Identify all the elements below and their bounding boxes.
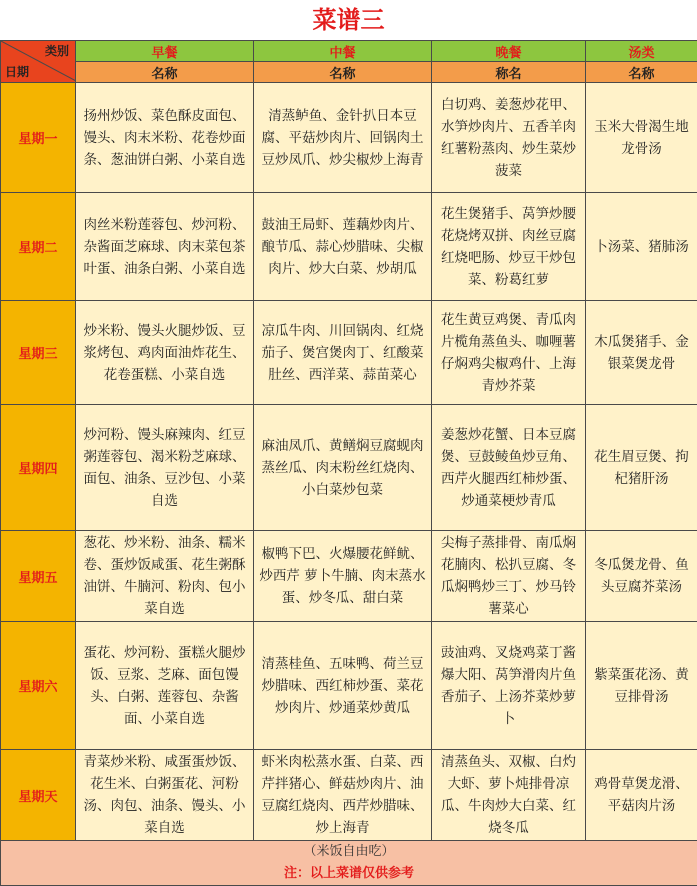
footer bbox=[1, 841, 697, 886]
dinner-cell: 清蒸鱼头、双椒、白灼大虾、萝卜炖排骨凉瓜、牛肉炒大白菜、红烧冬瓜 bbox=[432, 750, 586, 841]
breakfast-cell: 炒米粉、馒头火腿炒饭、豆浆烤包、鸡肉面油炸花生、花卷蛋糕、小菜自选 bbox=[76, 301, 254, 405]
page-title: 菜谱三 bbox=[0, 0, 697, 40]
soup-cell: 紫菜蛋花汤、黄豆排骨汤 bbox=[586, 622, 697, 750]
lunch-cell: 清蒸桂鱼、五味鸭、荷兰豆炒腊味、西红柿炒蛋、菜花炒肉片、炒通菜炒黄瓜 bbox=[254, 622, 432, 750]
table-row bbox=[1, 531, 697, 622]
table-row bbox=[1, 301, 697, 405]
breakfast-cell: 青菜炒米粉、咸蛋蛋炒饭、花生米、白粥蛋花、河粉汤、肉包、油条、馒头、小菜自选 bbox=[76, 750, 254, 841]
subheader-dinner: 称名 bbox=[432, 62, 586, 83]
header-corner bbox=[1, 41, 76, 83]
day-label: 星期二 bbox=[1, 193, 76, 301]
soup-cell: 冬瓜煲龙骨、鱼头豆腐芥菜汤 bbox=[586, 531, 697, 622]
breakfast-cell: 蛋花、炒河粉、蛋糕火腿炒饭、豆浆、芝麻、面包馒头、白粥、莲蓉包、杂酱面、小菜自选 bbox=[76, 622, 254, 750]
dinner-cell: 花生煲猪手、莴笋炒腰花烧烤双拼、肉丝豆腐红烧吧肠、炒豆干炒包菜、粉葛红萝 bbox=[432, 193, 586, 301]
header-lunch: 中餐 bbox=[254, 41, 432, 62]
header-breakfast: 早餐 bbox=[76, 41, 254, 62]
lunch-cell: 麻油凤爪、黄鳝焖豆腐蚬肉蒸丝瓜、肉末粉丝红烧肉、小白菜炒包菜 bbox=[254, 405, 432, 531]
table-row bbox=[1, 622, 697, 750]
category-label: 类别 bbox=[45, 42, 69, 59]
table-row bbox=[1, 405, 697, 531]
dinner-cell: 尖梅子蒸排骨、南瓜焖花腩肉、松扒豆腐、冬瓜焖鸭炒三丁、炒马铃薯菜心 bbox=[432, 531, 586, 622]
soup-cell: 玉米大骨渴生地龙骨汤 bbox=[586, 83, 697, 193]
table-row bbox=[1, 83, 697, 193]
day-label: 星期五 bbox=[1, 531, 76, 622]
header-dinner: 晚餐 bbox=[432, 41, 586, 62]
breakfast-cell: 炒河粉、馒头麻辣肉、红豆粥莲蓉包、渴米粉芝麻球、面包、油条、豆沙包、小菜自选 bbox=[76, 405, 254, 531]
breakfast-cell: 扬州炒饭、菜色酥皮面包、馒头、肉末米粉、花卷炒面条、葱油饼白粥、小菜自选 bbox=[76, 83, 254, 193]
breakfast-cell: 肉丝米粉莲蓉包、炒河粉、杂酱面芝麻球、肉末菜包茶叶蛋、油条白粥、小菜自选 bbox=[76, 193, 254, 301]
day-label: 星期天 bbox=[1, 750, 76, 841]
date-label: 日期 bbox=[5, 63, 29, 80]
lunch-cell: 凉瓜牛肉、川回锅肉、红烧茄子、煲宫煲肉丁、红酸菜肚丝、西洋菜、蒜苗菜心 bbox=[254, 301, 432, 405]
lunch-cell: 椒鸭下巴、火爆腰花鲜鱿、炒西芹 萝卜牛腩、肉末蒸水蛋、炒冬瓜、甜白菜 bbox=[254, 531, 432, 622]
soup-cell: 花生眉豆煲、拘杞猪肝汤 bbox=[586, 405, 697, 531]
day-label: 星期四 bbox=[1, 405, 76, 531]
subheader-breakfast: 名称 bbox=[76, 62, 254, 83]
menu-table bbox=[0, 40, 697, 886]
day-label: 星期六 bbox=[1, 622, 76, 750]
day-label: 星期一 bbox=[1, 83, 76, 193]
subheader-soup: 名称 bbox=[586, 62, 697, 83]
soup-cell: 卜汤菜、猪肺汤 bbox=[586, 193, 697, 301]
disclaimer-note: 注：以上菜谱仅供参考 bbox=[1, 863, 697, 885]
rice-note: （米饭自由吃） bbox=[1, 841, 697, 863]
table-row bbox=[1, 193, 697, 301]
dinner-cell: 花生黄豆鸡煲、青瓜肉片榄角蒸鱼头、咖喱薯仔焖鸡尖椒鸡什、上海青炒芥菜 bbox=[432, 301, 586, 405]
lunch-cell: 虾米肉松蒸水蛋、白菜、西芹拌猪心、鲜菇炒肉片、油豆腐红烧肉、西芹炒腊味、炒上海青 bbox=[254, 750, 432, 841]
dinner-cell: 豉油鸡、叉烧鸡菜丁酱爆大阳、莴笋滑肉片鱼香茄子、上汤芥菜炒萝卜 bbox=[432, 622, 586, 750]
lunch-cell: 鼓油王局虾、莲藕炒肉片、酿节瓜、蒜心炒腊味、尖椒肉片、炒大白菜、炒胡瓜 bbox=[254, 193, 432, 301]
soup-cell: 鸡骨草煲龙滑、平菇肉片汤 bbox=[586, 750, 697, 841]
dinner-cell: 白切鸡、姜葱炒花甲、水笋炒肉片、五香羊肉红薯粉蒸肉、炒生菜炒菠菜 bbox=[432, 83, 586, 193]
soup-cell: 木瓜煲猪手、金银菜煲龙骨 bbox=[586, 301, 697, 405]
lunch-cell: 清蒸鲈鱼、金针扒日本豆腐、平菇炒肉片、回锅肉土豆炒凤爪、炒尖椒炒上海青 bbox=[254, 83, 432, 193]
day-label: 星期三 bbox=[1, 301, 76, 405]
breakfast-cell: 葱花、炒米粉、油条、糯米卷、蛋炒饭咸蛋、花生粥酥油饼、牛腩河、粉肉、包小菜自选 bbox=[76, 531, 254, 622]
dinner-cell: 姜葱炒花蟹、日本豆腐煲、豆鼓鲮鱼炒豆角、西芹火腿西红柿炒蛋、炒通菜梗炒青瓜 bbox=[432, 405, 586, 531]
header-soup: 汤类 bbox=[586, 41, 697, 62]
subheader-lunch: 名称 bbox=[254, 62, 432, 83]
table-row bbox=[1, 750, 697, 841]
